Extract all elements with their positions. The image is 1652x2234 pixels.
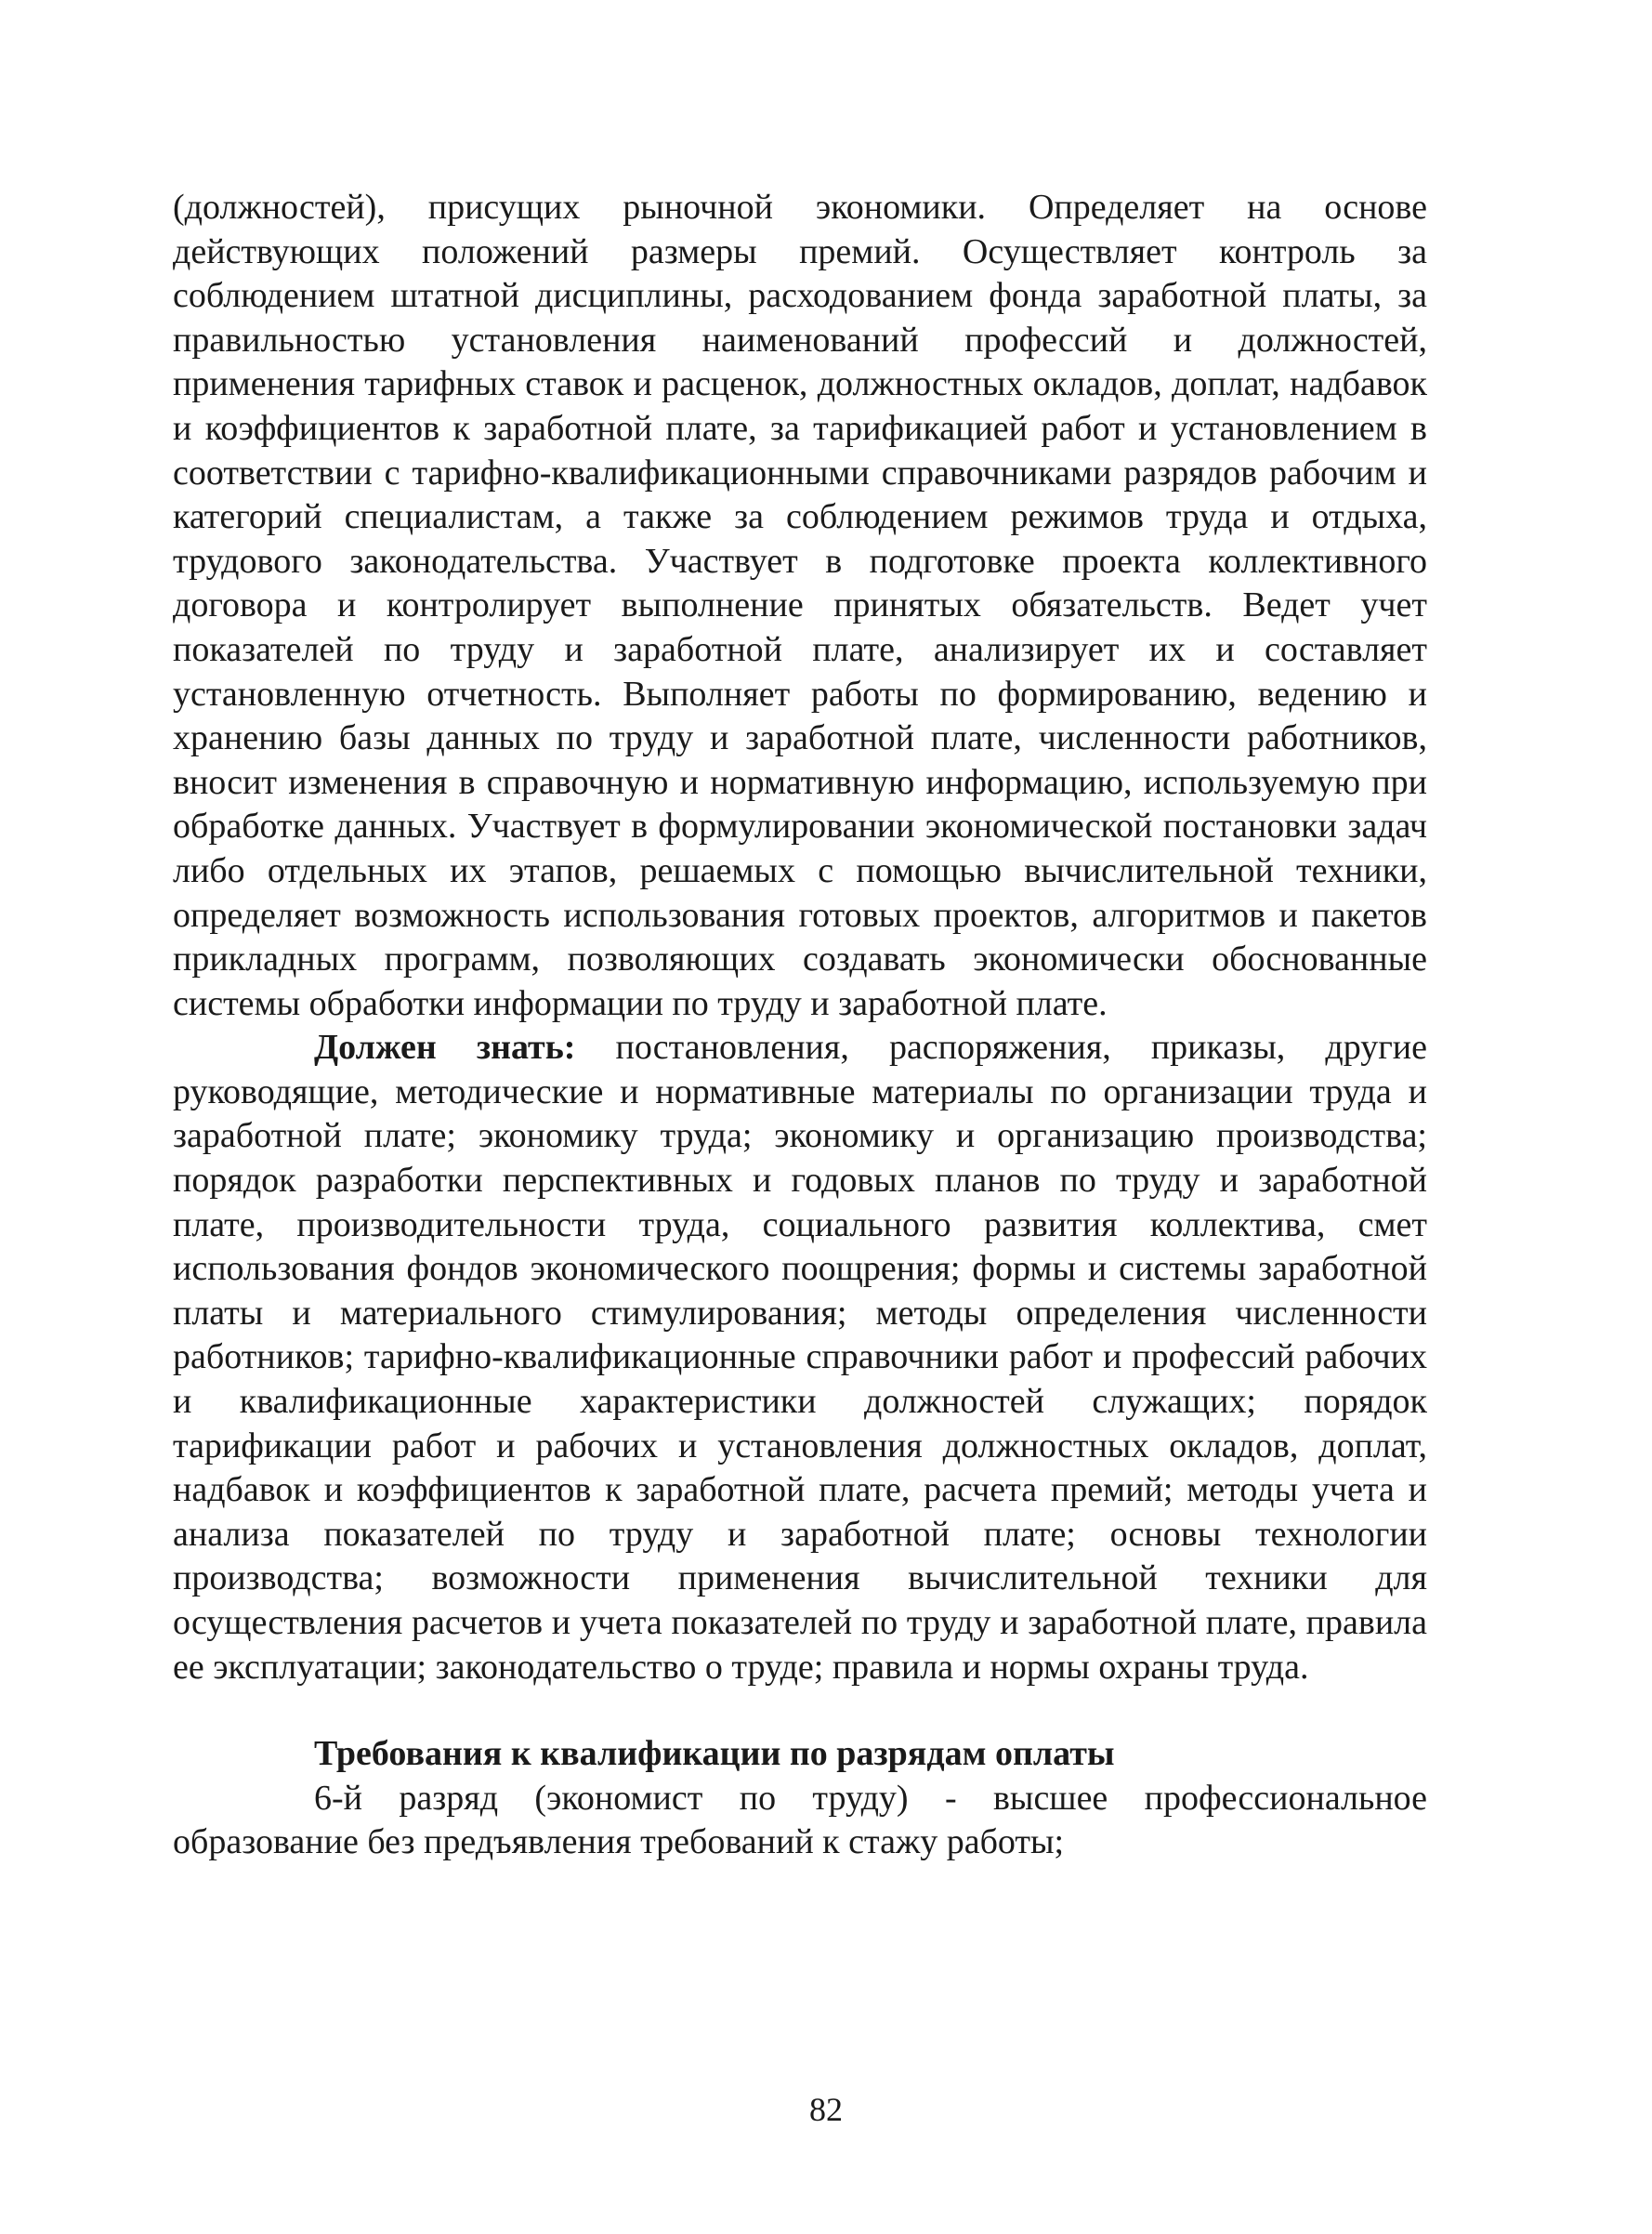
paragraph-duties: (должностей), присущих рыночной экономики. Определяет на основе действующих положений размеры премий. Осуществляет контроль за соблюдением штатной дисциплины, расходованием фонда заработной платы, за правильностью установления наименований профессий и должностей, применения тарифных ставок и расценок, должностных окладов, доплат, надбавок и коэффициентов к заработной плате, за тарификацией работ и установлением в соответствии с тарифно-квалификационными справочниками разрядов рабочим и категорий специалистам, а также за соблюдением режимов труда и отдыха, трудового законодательства. Участвует в подготовке проекта коллективного договора и контролирует выполнение принятых обязательств. Ведет учет показателей по труду и заработной плате, анализирует их и составляет установленную отчетность. Выполняет работы по формированию, ведению и хранению базы данных по труду и заработной плате, численности работников, вносит изменения в справочную и нормативную информацию, используемую при обработке данных. Участвует в формулировании экономической постановки задач либо отдельных их этапов, решаемых с помощью вычислительной техники, определяет возможность использования готовых проектов, алгоритмов и пакетов прикладных программ, позволяющих создавать экономически обоснованные системы обработки информации по труду и заработной плате. [173, 188, 1427, 1023]
section-title: Требования к квалификации по разрядам оплаты [314, 1734, 1115, 1774]
document-page [173, 186, 1427, 1865]
paragraph-must-know [173, 1026, 1427, 1689]
paragraph-grade-6: 6-й разряд (экономист по труду) - высшее профессиональное образование без предъявления требований к стажу работы; [173, 1778, 1427, 1862]
must-know-text: постановления, распоряжения, приказы, другие руководящие, методические и нормативные материалы по организации труда и заработной плате; экономику труда; экономику и организацию производства; порядок разработки перспективных и годовых планов по труду и заработной плате, производительности труда, социального развития коллектива, смет использования фондов экономического поощрения; формы и системы заработной платы и материального стимулирования; методы определения численности работников; тарифно-квалификационные справочники работ и профессий рабочих и квалификационные характеристики должностей служащих; порядок тарификации работ и рабочих и установления должностных окладов, доплат, надбавок и коэффициентов к заработной плате, расчета премий; методы учета и анализа показателей по труду и заработной плате; основы технологии производства; возможности применения вычислительной техники для осуществления расчетов и учета показателей по труду и заработной плате, правила ее эксплуатации; законодательство о труде; правила и нормы охраны труда. [173, 1028, 1428, 1687]
page-number: 82 [809, 2091, 843, 2128]
must-know-lead: Должен знать: [314, 1028, 576, 1068]
